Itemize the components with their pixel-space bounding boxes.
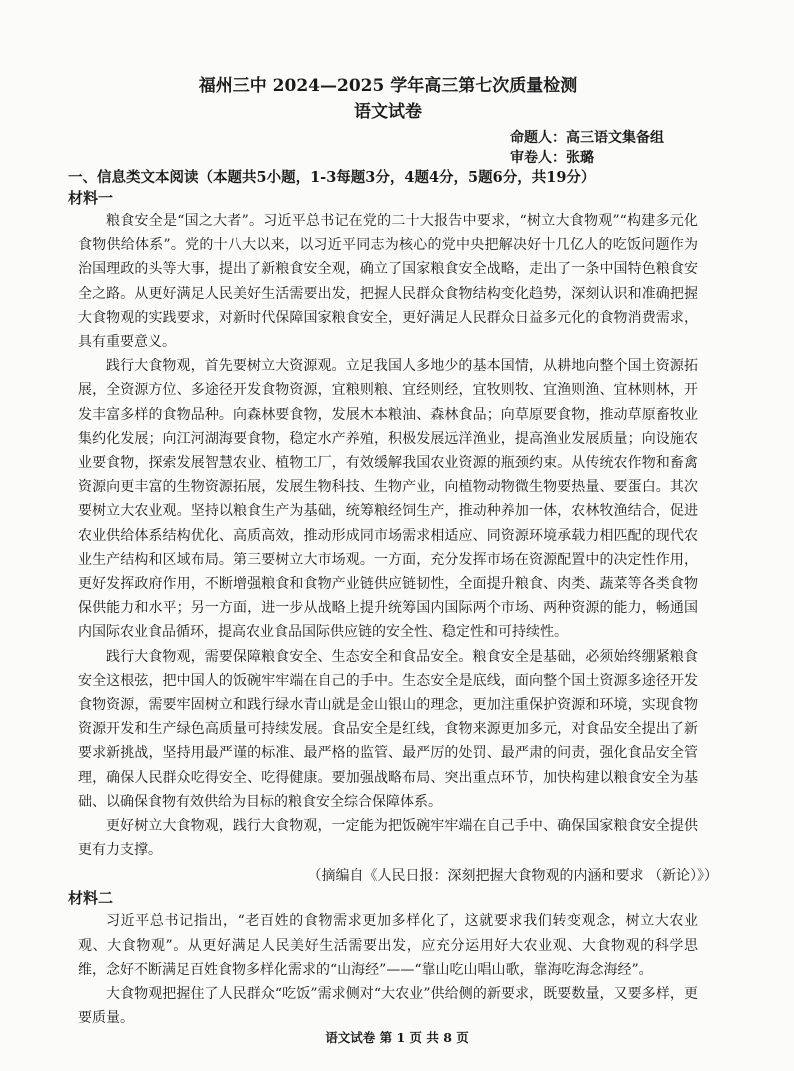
material-two-paragraph: 大食物观把握住了人民群众“吃饭”需求侧对“大农业”供给侧的新要求，既要数量，又要多样，更要质量。 [78, 986, 698, 1027]
exam-subtitle: 语文试卷 [354, 102, 422, 122]
material-one-paragraph: 践行大食物观，需要保障粮食安全、生态安全和食品安全。粮食安全是基础，必须始终绷紧粮食安全这根弦，把中国人的饭碗牢牢端在自己的手中。生态安全是底线，面向整个国土资源多途径开发食物资源，需要牢固树立和践行绿水青山就是金山银山的理念，更加注重保护资源和环境，实现食物资源开发和生产绿色高质量可持续发展。食品安全是红线，食物来源更加多元，对食品安全提出了新要求新挑战，坚持用最严谨的标准、最严格的监管、最严厉的处罚、最严肃的问责，强化食品安全管理，确保人民群众吃得安全、吃得健康。要加强战略布局、突出重点环节，加快构建以粮食安全为基础、以确保食物有效供给为目标的粮食安全综合保障体系。 [78, 648, 698, 810]
material-one-paragraph: 践行大食物观，首先要树立大资源观。立足我国人多地少的基本国情，从耕地向整个国土资源拓展，全资源方位、多途径开发食物资源，宜粮则粮、宜经则经，宜牧则牧、宜渔则渔、宜林则林，开发丰富多样的食物品种。向森林要食物，发展木本粮油、森林食品；向草原要食物，推动草原畜牧业集约化发展；向江河湖海要食物，稳定水产养殖，积极发展远洋渔业，提高渔业发展质量；向设施农业要食物，探索发展智慧农业、植物工厂，有效缓解我国农业资源的瓶颈约束。从传统农作物和畜禽资源向更丰富的生物资源拓展，发展生物科技、生物产业，向植物动物微生物要热量、要蛋白。其次要树立大农业观。坚持以粮食生产为基础，统筹粮经饲生产，推动种养加一体，农林牧渔结合，促进农业供给体系结构优化、高质高效，推动形成同市场需求相适应、同资源环境承载力相匹配的现代农业生产结构和区域布局。第三要树立大市场观。一方面，充分发挥市场在资源配置中的决定性作用，更好发挥政府作用，不断增强粮食和食物产业链供应链韧性，全面提升粮食、肉类、蔬菜等各类食物保供能力和水平；另一方面，进一步从战略上提升统筹国内国际两个市场、两种资源的能力，畅通国内国际农业食品循环，提高农业食品国际供应链的安全性、稳定性和可持续性。 [78, 358, 698, 641]
page-footer: 语文试卷 第 1 页 共 8 页 [325, 1030, 469, 1045]
material-two-label: 材料二 [68, 889, 114, 908]
exam-title: 福州三中 2024—2025 学年高三第七次质量检测 [198, 76, 578, 96]
material-one-label: 材料一 [68, 189, 114, 207]
material-one-paragraph: 更好树立大食物观，践行大食物观，一定能为把饭碗牢牢端在自己手中、确保国家粮食安全提供更有力支撑。 [78, 818, 698, 859]
material-one-source: （摘编自《人民日报：深刻把握大食物观的内涵和要求 （新论）》） [307, 868, 718, 885]
material-two-paragraph: 习近平总书记指出，“老百姓的食物需求更加多样化了，这就要求我们转变观念，树立大农业观、大食物观”。从更好满足人民美好生活需要出发，应充分运用好大农业观、大食物观的科学思维，念好不断满足百姓食物多样化需求的“山海经”——“靠山吃山唱山歌，靠海吃海念海经”。 [78, 913, 698, 978]
material-one-paragraph: 粮食安全是“国之大者”。习近平总书记在党的二十大报告中要求，“树立大食物观”“构建多元化食物供给体系”。党的十八大以来，以习近平同志为核心的党中央把解决好十几亿人的吃饭问题作为治国理政的头等大事，提出了新粮食安全观，确立了国家粮食安全战略，走出了一条中国特色粮食安全之路。从更好满足人民美好生活需要出发，把握人民群众食物结构变化趋势，深刻认识和准确把握大食物观的实践要求，对新时代保障国家粮食安全，更好满足人民群众日益多元化的食物消费需求，具有重要意义。 [78, 213, 698, 351]
section-heading: 一、信息类文本阅读（本题共5小题，1-3每题3分，4题4分，5题6分，共19分） [68, 169, 596, 186]
reviewer-line: 审卷人：张璐 [510, 150, 594, 166]
setter-line: 命题人：高三语文集备组 [510, 130, 664, 146]
